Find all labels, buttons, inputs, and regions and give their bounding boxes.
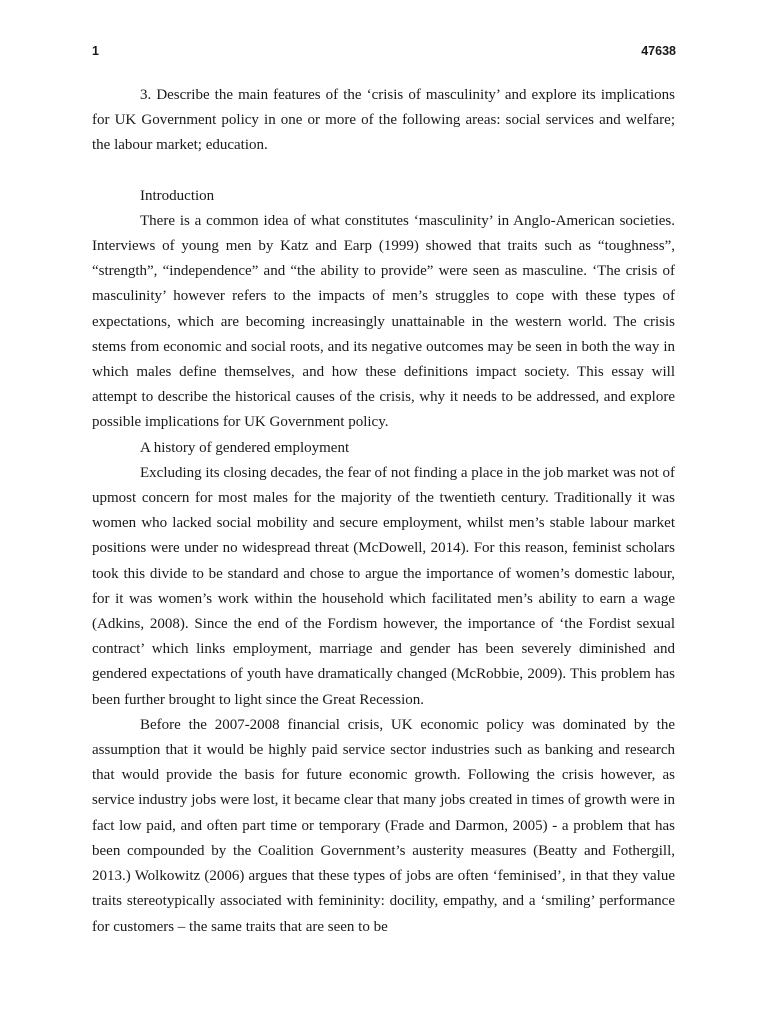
paragraph-introduction: There is a common idea of what constitutes ‘masculinity’ in Anglo-American societies. Interviews of young men by Katz and Earp (1999) showed that traits such as “toughness”, “strength”, “independence” and “the ability to provide” were seen as masculine. ‘The crisis of masculinity’ however refers to the impacts of men’s struggles to cope with these types of expectations, which are becoming increasingly unattainable in the western world. The crisis stems from economic and social roots, and its negative outcomes may be seen in both the way in which males define themselves, and how these definitions impact society. This essay will attempt to describe the historical causes of the crisis, why it needs to be addressed, and explore possible implications for UK Government policy. xyxy=(92,212,675,431)
paragraph-history-2: Before the 2007-2008 financial crisis, UK economic policy was dominated by the assumption that it would be highly paid service sector industries such as banking and research that would provide the basis for future economic growth. Following the crisis however, as service industry jobs were lost, it became clear that many jobs created in times of growth were in fact low paid, and often part time or temporary (Frade and Darmon, 2005) - a problem that has been compounded by the Coalition Government’s austerity measures (Beatty and Fothergill, 2013.) Wolkowitz (2006) argues that these types of jobs are often ‘feminised’, in that they value traits stereotypically associated with femininity: docility, empathy, and a ‘smiling’ performance for customers – the same traits that are seen to be xyxy=(92,716,675,935)
paragraph-history-1: Excluding its closing decades, the fear of not finding a place in the job market was not of upmost concern for most males for the majority of the twentieth century. Traditionally it was women who lacked social mobility and secure employment, whilst men’s stable labour market positions were under no widespread threat (McDowell, 2014). For this reason, feminist scholars took this divide to be standard and chose to argue the importance of women’s domestic labour, for it was women’s work within the household which facilitated men’s ability to earn a wage (Adkins, 2008). Since the end of the Fordism however, the importance of ‘the Fordist sexual contract’ which links employment, marriage and gender has been severely diminished and gendered expectations of youth have dramatically changed (McRobbie, 2009). This problem has been further brought to light since the Great Recession. xyxy=(92,464,675,708)
spacer xyxy=(92,159,675,184)
section-heading-history: A history of gendered employment xyxy=(140,439,350,456)
student-id: 47638 xyxy=(641,44,676,58)
page-number: 1 xyxy=(92,44,99,58)
page-header xyxy=(92,44,676,62)
document-body xyxy=(92,83,675,940)
essay-question: 3. Describe the main features of the ‘crisis of masculinity’ and explore its implications for UK Government policy in one or more of the following areas: social services and welfare; the labour market; education. xyxy=(92,87,675,154)
section-heading-introduction: Introduction xyxy=(140,187,215,204)
